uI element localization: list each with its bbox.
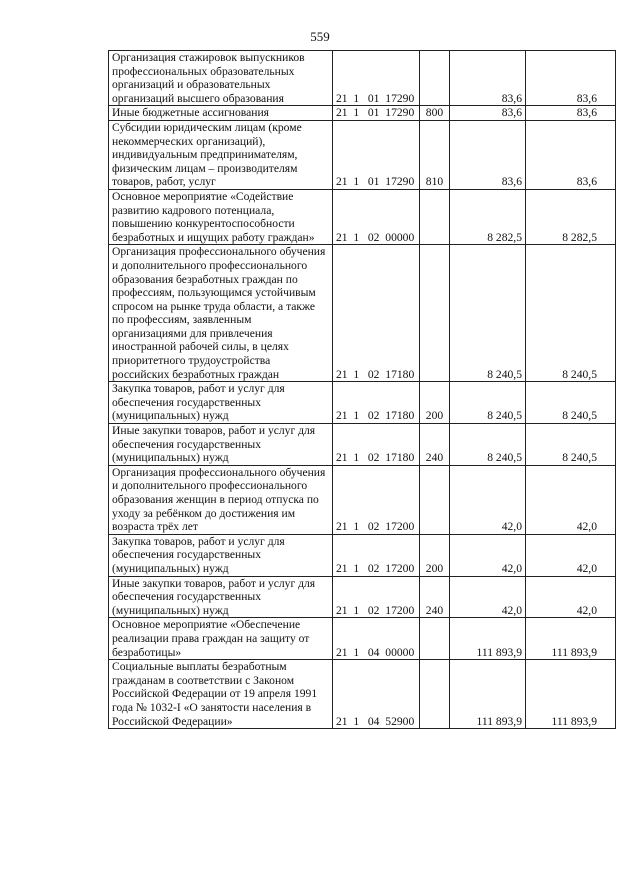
row-amount-year2: 8 282,5 [526,189,616,244]
row-code: 21 1 02 00000 [333,189,420,244]
row-name: Социальные выплаты безработным гражданам в соответствии с Законом Российской Федерации от 19 апреля 1991 года № 1032-I «О занятости населения в Российской Федерации» [109,660,333,729]
table-row [109,189,616,244]
table-row [109,424,616,466]
row-amount-year2: 8 240,5 [526,424,616,466]
row-amount-year1: 111 893,9 [450,660,526,729]
row-name: Субсидии юридическим лицам (кроме некоммерческих организаций), индивидуальным предпринимателям, физическим лицам – производителям товаров, работ, услуг [109,120,333,189]
table-row [109,465,616,534]
row-amount-year1: 83,6 [450,51,526,106]
row-amount-year1: 8 240,5 [450,382,526,424]
table-row [109,618,616,660]
row-amount-year2: 111 893,9 [526,618,616,660]
row-code: 21 1 02 17180 [333,382,420,424]
row-expense-type: 240 [420,424,450,466]
row-code: 21 1 01 17290 [333,51,420,106]
row-name: Закупка товаров, работ и услуг для обеспечения государственных (муниципальных) нужд [109,534,333,576]
row-name: Иные закупки товаров, работ и услуг для обеспечения государственных (муниципальных) нужд [109,424,333,466]
row-expense-type: 200 [420,534,450,576]
row-code: 21 1 01 17290 [333,106,420,121]
row-code: 21 1 04 00000 [333,618,420,660]
row-name: Иные закупки товаров, работ и услуг для обеспечения государственных (муниципальных) нужд [109,576,333,618]
row-code: 21 1 01 17290 [333,120,420,189]
row-code: 21 1 02 17180 [333,245,420,382]
row-code: 21 1 02 17180 [333,424,420,466]
row-amount-year2: 8 240,5 [526,382,616,424]
table-row [109,660,616,729]
row-amount-year2: 8 240,5 [526,245,616,382]
row-amount-year1: 42,0 [450,465,526,534]
row-amount-year2: 42,0 [526,576,616,618]
page-number: 559 [310,29,330,44]
row-amount-year1: 42,0 [450,534,526,576]
row-name: Организация профессионального обучения и дополнительного профессионального образования безработных граждан по профессиям, пользующимся устойчивым спросом на рынке труда области, а также по профессиям, заявленным организациями для привлечения иностранной рабочей силы, в целях приоритетного трудоустройства российских безработных граждан [109,245,333,382]
table-row [109,51,616,106]
row-code: 21 1 02 17200 [333,465,420,534]
row-expense-type: 810 [420,120,450,189]
row-name: Основное мероприятие «Обеспечение реализации права граждан на защиту от безработицы» [109,618,333,660]
budget-table [108,50,616,729]
row-name: Закупка товаров, работ и услуг для обеспечения государственных (муниципальных) нужд [109,382,333,424]
row-code: 21 1 02 17200 [333,576,420,618]
row-amount-year1: 8 240,5 [450,424,526,466]
row-amount-year1: 111 893,9 [450,618,526,660]
row-expense-type: 800 [420,106,450,121]
row-amount-year1: 8 282,5 [450,189,526,244]
row-amount-year2: 42,0 [526,534,616,576]
row-amount-year2: 111 893,9 [526,660,616,729]
row-expense-type: 200 [420,382,450,424]
row-name: Организация стажировок выпускников профессиональных образовательных организаций и образовательных организаций высшего образования [109,51,333,106]
row-expense-type: 240 [420,576,450,618]
row-expense-type [420,465,450,534]
row-expense-type [420,660,450,729]
row-expense-type [420,618,450,660]
row-expense-type [420,51,450,106]
row-expense-type [420,189,450,244]
row-expense-type [420,245,450,382]
row-amount-year1: 83,6 [450,106,526,121]
row-name: Организация профессионального обучения и дополнительного профессионального образования женщин в период отпуска по уходу за ребёнком до достижения им возраста трёх лет [109,465,333,534]
table-row [109,534,616,576]
row-amount-year2: 83,6 [526,120,616,189]
row-amount-year2: 42,0 [526,465,616,534]
table-row [109,382,616,424]
row-code: 21 1 02 17200 [333,534,420,576]
row-name: Основное мероприятие «Содействие развитию кадрового потенциала, повышению конкурентоспособности безработных и ищущих работу граждан» [109,189,333,244]
row-code: 21 1 04 52900 [333,660,420,729]
row-amount-year2: 83,6 [526,51,616,106]
row-amount-year2: 83,6 [526,106,616,121]
table-row [109,106,616,121]
row-amount-year1: 83,6 [450,120,526,189]
row-amount-year1: 42,0 [450,576,526,618]
table-row [109,245,616,382]
row-amount-year1: 8 240,5 [450,245,526,382]
table-row [109,576,616,618]
table-row [109,120,616,189]
row-name: Иные бюджетные ассигнования [109,106,333,121]
